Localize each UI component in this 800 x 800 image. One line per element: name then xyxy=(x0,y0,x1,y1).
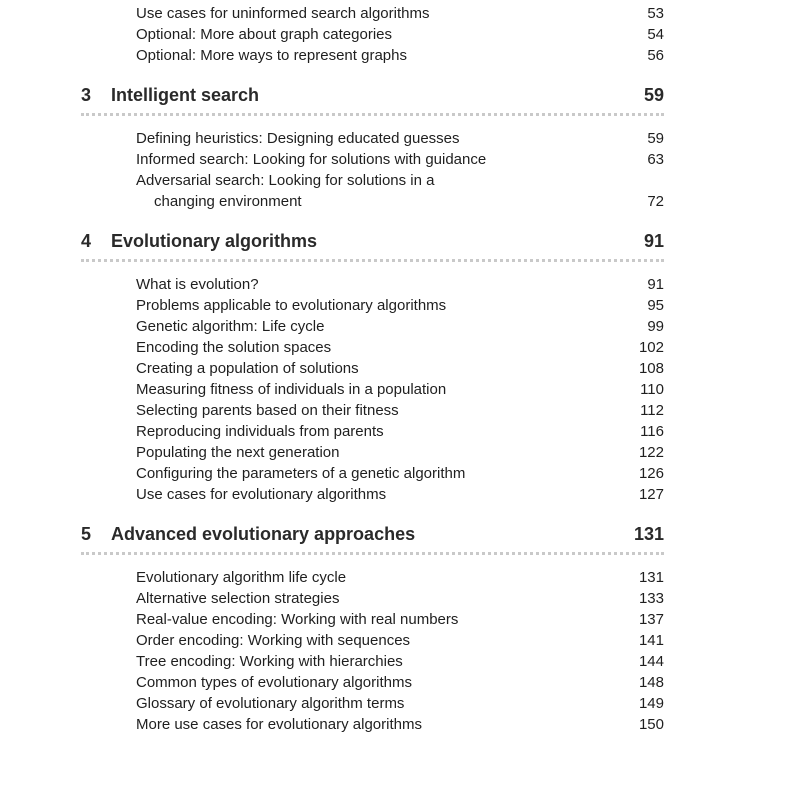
chapter-number: 4 xyxy=(81,231,92,251)
toc-entry-page: 54 xyxy=(647,26,664,43)
toc-entry-page: 116 xyxy=(640,423,664,440)
toc-entry-title: Measuring fitness of individuals in a population xyxy=(136,381,447,398)
toc-entry[interactable] xyxy=(81,24,664,45)
toc-entry-page: 141 xyxy=(638,632,664,649)
toc-entry[interactable] xyxy=(81,400,664,421)
toc-entry[interactable] xyxy=(81,463,664,484)
toc-entry[interactable] xyxy=(81,316,664,337)
toc-entry[interactable] xyxy=(81,45,664,66)
table-of-contents xyxy=(81,3,664,735)
toc-entry[interactable] xyxy=(81,128,664,149)
toc-entry-title: Populating the next generation xyxy=(136,444,340,461)
toc-entry-page: 110 xyxy=(640,381,664,398)
toc-entry-page: 150 xyxy=(638,716,664,733)
toc-entry-page: 63 xyxy=(647,151,664,168)
chapter-5 xyxy=(81,522,664,735)
toc-entry-page: 133 xyxy=(638,590,664,607)
chapter-title: Evolutionary algorithms xyxy=(111,231,318,251)
toc-entry-title-continued: changing environment xyxy=(154,193,302,210)
toc-entry[interactable] xyxy=(81,651,664,672)
chapter-heading-label xyxy=(81,229,317,253)
toc-entry-title-wrap xyxy=(136,170,435,212)
toc-entry[interactable] xyxy=(81,567,664,588)
chapter-3 xyxy=(81,83,664,212)
toc-entry-title: Informed search: Looking for solutions with guidance xyxy=(136,151,487,168)
chapter-heading[interactable] xyxy=(81,83,664,116)
toc-entry-title: Selecting parents based on their fitness xyxy=(136,402,399,419)
toc-entry-title: Common types of evolutionary algorithms xyxy=(136,674,412,691)
toc-entry-title: Genetic algorithm: Life cycle xyxy=(136,318,325,335)
toc-entry[interactable] xyxy=(81,379,664,400)
toc-entry-title: More use cases for evolutionary algorithms xyxy=(136,716,422,733)
toc-entry-title: Glossary of evolutionary algorithm terms xyxy=(136,695,405,712)
toc-entry[interactable] xyxy=(81,337,664,358)
toc-entry[interactable] xyxy=(81,630,664,651)
chapter-heading-label xyxy=(81,83,259,107)
chapter-title: Advanced evolutionary approaches xyxy=(111,524,416,544)
toc-entry[interactable] xyxy=(81,295,664,316)
toc-entry-page: 102 xyxy=(638,339,664,356)
toc-entry-title: Alternative selection strategies xyxy=(136,590,340,607)
toc-entry-page: 112 xyxy=(640,402,664,419)
intro-section xyxy=(81,3,664,66)
toc-entry-title: Defining heuristics: Designing educated guesses xyxy=(136,130,460,147)
toc-entry-title: Problems applicable to evolutionary algorithms xyxy=(136,297,447,314)
toc-entry[interactable] xyxy=(81,442,664,463)
chapter-number: 3 xyxy=(81,85,92,105)
toc-entry-page: 108 xyxy=(638,360,664,377)
chapter-page: 91 xyxy=(643,231,664,251)
chapter-page: 131 xyxy=(633,524,664,544)
toc-entry[interactable] xyxy=(81,149,664,170)
toc-entry-title: Tree encoding: Working with hierarchies xyxy=(136,653,403,670)
toc-entry[interactable] xyxy=(81,274,664,295)
toc-entry-title: Optional: More ways to represent graphs xyxy=(136,47,407,64)
chapter-number: 5 xyxy=(81,524,92,544)
toc-entry-page: 59 xyxy=(647,130,664,147)
toc-entry-title: Use cases for uninformed search algorithms xyxy=(136,5,430,22)
chapter-heading[interactable] xyxy=(81,522,664,555)
chapter-heading[interactable] xyxy=(81,229,664,262)
toc-entry[interactable] xyxy=(81,170,664,212)
toc-entry-page: 53 xyxy=(647,5,664,22)
toc-entry-page: 148 xyxy=(638,674,664,691)
toc-entry-title: Evolutionary algorithm life cycle xyxy=(136,569,347,586)
chapter-page: 59 xyxy=(643,85,664,105)
toc-entry-title: What is evolution? xyxy=(136,276,259,293)
toc-entry-page: 72 xyxy=(647,193,664,210)
toc-entry-page: 99 xyxy=(647,318,664,335)
toc-entry[interactable] xyxy=(81,714,664,735)
toc-entry[interactable] xyxy=(81,3,664,24)
toc-entry-title: Reproducing individuals from parents xyxy=(136,423,384,440)
toc-entry-title: Creating a population of solutions xyxy=(136,360,359,377)
toc-entry-page: 126 xyxy=(638,465,664,482)
chapter-title: Intelligent search xyxy=(111,85,260,105)
toc-entry-title: Real-value encoding: Working with real numbers xyxy=(136,611,459,628)
toc-entry-page: 144 xyxy=(638,653,664,670)
toc-entry-title: Optional: More about graph categories xyxy=(136,26,392,43)
toc-entry[interactable] xyxy=(81,588,664,609)
toc-entry-page: 91 xyxy=(647,276,664,293)
chapter-4 xyxy=(81,229,664,505)
toc-entry-page: 137 xyxy=(638,611,664,628)
chapter-heading-label xyxy=(81,522,415,546)
toc-entry-title: Configuring the parameters of a genetic algorithm xyxy=(136,465,466,482)
toc-entry[interactable] xyxy=(81,358,664,379)
toc-entry-page: 95 xyxy=(647,297,664,314)
toc-entry[interactable] xyxy=(81,609,664,630)
toc-entry[interactable] xyxy=(81,693,664,714)
toc-entry-title: Use cases for evolutionary algorithms xyxy=(136,486,387,503)
toc-entry[interactable] xyxy=(81,421,664,442)
toc-entry-page: 131 xyxy=(638,569,664,586)
toc-entry-title: Order encoding: Working with sequences xyxy=(136,632,411,649)
toc-entry[interactable] xyxy=(81,672,664,693)
toc-entry-title: Encoding the solution spaces xyxy=(136,339,332,356)
toc-entry-page: 127 xyxy=(638,486,664,503)
toc-entry-page: 122 xyxy=(638,444,664,461)
toc-entry[interactable] xyxy=(81,484,664,505)
toc-entry-page: 56 xyxy=(647,47,664,64)
toc-entry-title: Adversarial search: Looking for solutions in a xyxy=(136,172,435,189)
toc-entry-page: 149 xyxy=(638,695,664,712)
